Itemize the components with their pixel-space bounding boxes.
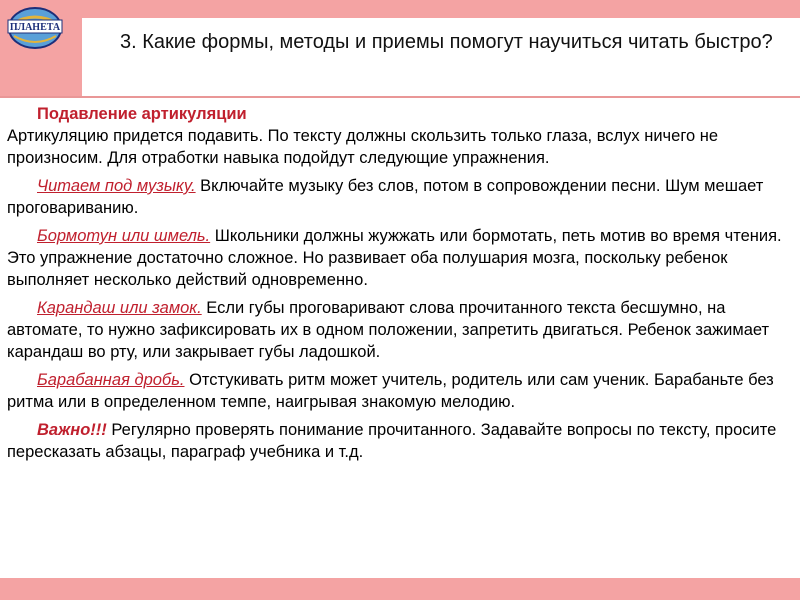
- intro-text: Артикуляцию придется подавить. По тексту должны скользить только глаза, вслух ничего не произносим. Для отработки навыка подойдут следующие упражнения.: [7, 127, 719, 167]
- content-area: [7, 103, 795, 469]
- exercise-text: Если губы проговаривают слова прочитанного текста бесшумно, на автомате, то нужно зафиксировать их в одном положении, запретить двигаться. Ребенок зажимает карандаш во рту, или закрывает губы ладошкой.: [7, 299, 770, 361]
- globe-logo: [6, 4, 64, 50]
- logo-text: ПЛАНЕТА: [9, 22, 61, 33]
- exercise-term: Карандаш или замок.: [37, 299, 202, 317]
- exercise-term: Читаем под музыку.: [37, 177, 196, 195]
- exercise-term: Барабанная дробь.: [37, 371, 185, 389]
- section-heading: Подавление артикуляции: [37, 105, 247, 123]
- section-block: [7, 103, 795, 169]
- exercise-text: Включайте музыку без слов, потом в сопровождении песни. Шум мешает проговариванию.: [7, 177, 764, 217]
- exercise-item: [7, 297, 795, 363]
- header-divider: [0, 96, 800, 98]
- exercise-term: Бормотун или шмель.: [37, 227, 211, 245]
- footer-band: [0, 578, 800, 600]
- important-text: Регулярно проверять понимание прочитанного. Задавайте вопросы по тексту, просите пересказать абзацы, параграф учебника и т.д.: [7, 421, 777, 461]
- exercise-item: [7, 225, 795, 291]
- exercise-text: Отстукивать ритм может учитель, родитель или сам ученик. Барабаньте без ритма или в определенном темпе, наигрывая знакомую мелодию.: [7, 371, 774, 411]
- exercise-item: [7, 369, 795, 413]
- exercise-item: [7, 175, 795, 219]
- important-note: [7, 419, 795, 463]
- page-title: 3. Какие формы, методы и приемы помогут научиться читать быстро?: [120, 31, 773, 53]
- important-label: Важно!!!: [37, 421, 107, 439]
- exercise-text: Школьники должны жужжать или бормотать, петь мотив во время чтения. Это упражнение достаточно сложное. Но развивает оба полушария мозга, поскольку ребенок выполняет несколько действий одновременно.: [7, 227, 782, 289]
- title-box: [82, 18, 800, 96]
